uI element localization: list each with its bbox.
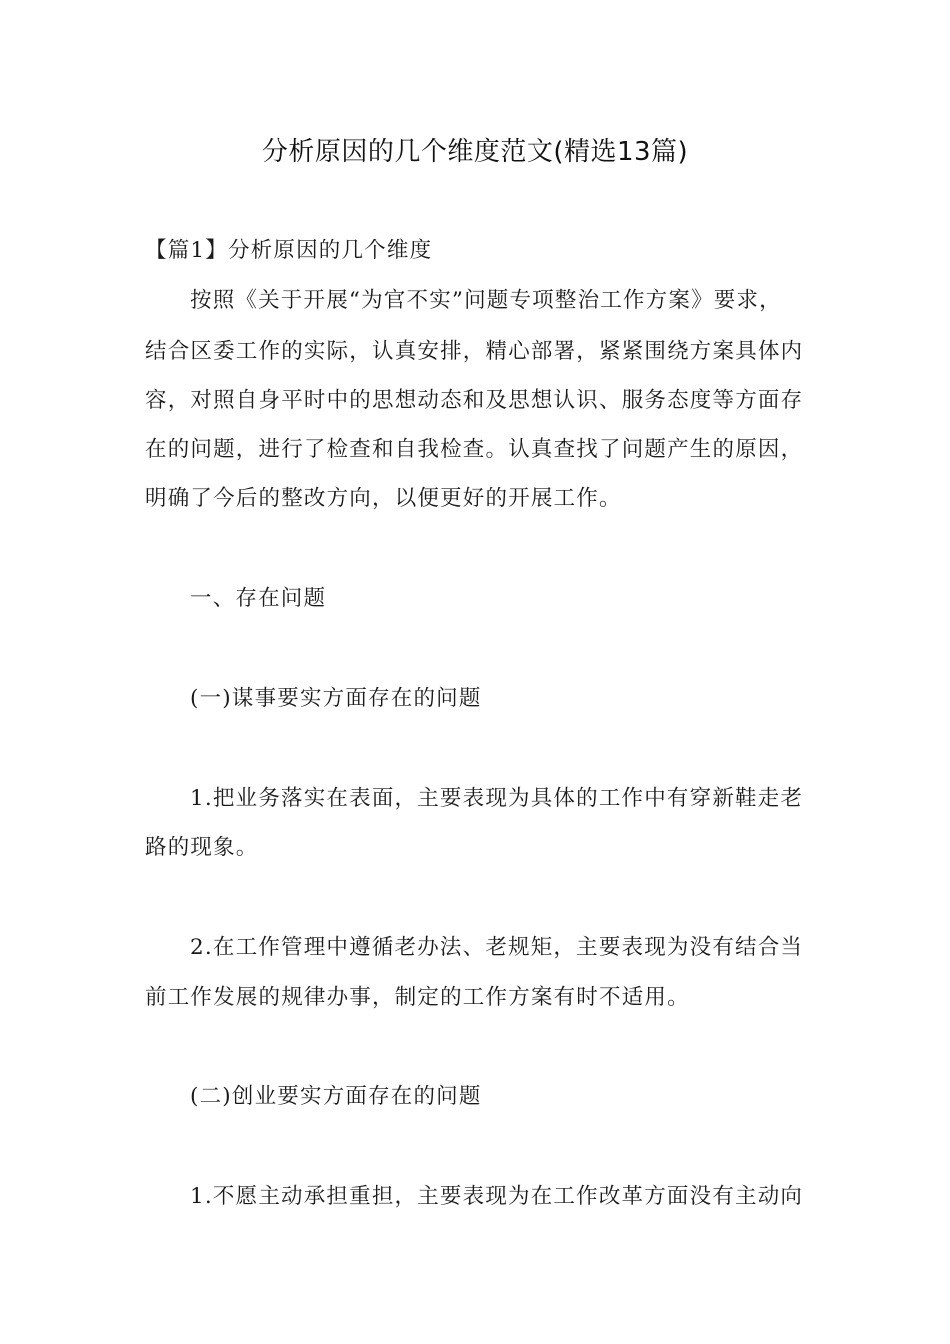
paragraph-line: 按照《关于开展“为官不实”问题专项整治工作方案》要求， bbox=[190, 288, 782, 313]
paragraph-line: 2.在工作管理中遵循老办法、老规矩，主要表现为没有结合当 bbox=[190, 935, 804, 960]
paragraph-line: 容，对照自身平时中的思想动态和及思想认识、服务态度等方面存 bbox=[145, 388, 804, 413]
paragraph-line: 前工作发展的规律办事，制定的工作方案有时不适用。 bbox=[145, 985, 690, 1010]
document-title: 分析原因的几个维度范文(精选13篇) bbox=[261, 137, 689, 167]
section-heading: 【篇1】分析原因的几个维度 bbox=[145, 238, 433, 263]
paragraph-line: 1.把业务落实在表面，主要表现为具体的工作中有穿新鞋走老 bbox=[190, 786, 804, 811]
paragraph-line: 路的现象。 bbox=[145, 835, 259, 860]
paragraph-line: 结合区委工作的实际，认真安排，精心部署，紧紧围绕方案具体内 bbox=[145, 339, 804, 364]
paragraph-line: 明确了今后的整改方向，以便更好的开展工作。 bbox=[145, 486, 622, 511]
paragraph-line: 1.不愿主动承担重担，主要表现为在工作改革方面没有主动向 bbox=[190, 1184, 804, 1209]
part-heading: 一、存在问题 bbox=[190, 586, 327, 611]
paragraph-line: 在的问题，进行了检查和自我检查。认真查找了问题产生的原因， bbox=[145, 437, 804, 462]
subsection-heading: (二)创业要实方面存在的问题 bbox=[190, 1084, 482, 1109]
subsection-heading: (一)谋事要实方面存在的问题 bbox=[190, 686, 482, 711]
